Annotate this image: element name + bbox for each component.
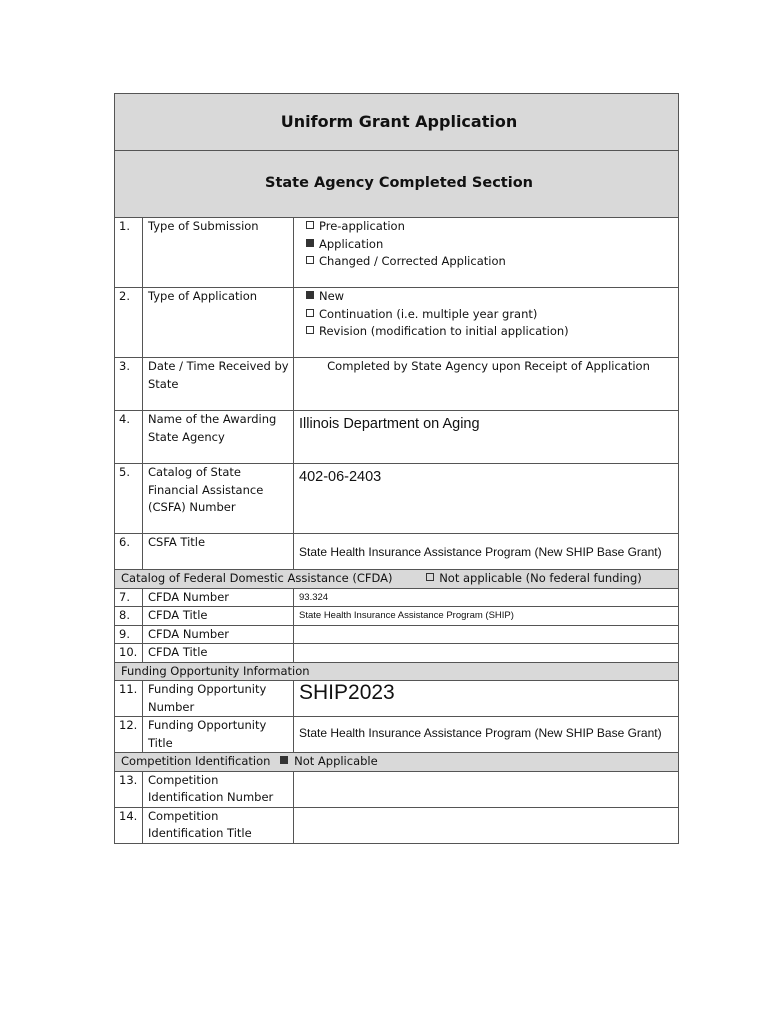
row-label: CSFA Title <box>143 534 294 570</box>
form-title-row <box>115 94 679 151</box>
row-cfda-title-1 <box>115 607 679 626</box>
row-label: CFDA Number <box>143 588 294 607</box>
row-cfda-title-2 <box>115 644 679 663</box>
submission-options <box>294 218 679 288</box>
row-funding-number <box>115 681 679 717</box>
cfda-band <box>115 570 679 589</box>
cfda-number-field[interactable]: 93.324 <box>294 588 679 607</box>
competition-not-applicable-label: Not Applicable <box>294 754 378 768</box>
row-competition-title <box>115 807 679 843</box>
checkbox-icon[interactable] <box>306 309 314 317</box>
row-cfda-number-1 <box>115 588 679 607</box>
checkbox-checked-icon[interactable] <box>306 239 314 247</box>
section-title: State Agency Completed Section <box>115 151 679 218</box>
row-number: 11. <box>115 681 143 717</box>
funding-band-label: Funding Opportunity Information <box>115 662 679 681</box>
row-number: 1. <box>115 218 143 288</box>
row-competition-number <box>115 771 679 807</box>
funding-opportunity-title-field[interactable]: State Health Insurance Assistance Program (New SHIP Base Grant) <box>294 717 679 753</box>
awarding-agency-field[interactable]: Illinois Department on Aging <box>294 411 679 464</box>
checkbox-icon[interactable] <box>306 221 314 229</box>
row-label: Catalog of State Financial Assistance (CSFA) Number <box>143 464 294 534</box>
row-label: Competition Identification Number <box>143 771 294 807</box>
checkbox-icon[interactable] <box>306 326 314 334</box>
row-label: Competition Identification Title <box>143 807 294 843</box>
row-label: Name of the Awarding State Agency <box>143 411 294 464</box>
option-revision[interactable]: Revision (modification to initial application) <box>306 323 678 341</box>
row-number: 14. <box>115 807 143 843</box>
checkbox-checked-icon[interactable] <box>306 291 314 299</box>
row-number: 13. <box>115 771 143 807</box>
row-label: CFDA Title <box>143 607 294 626</box>
form-title: Uniform Grant Application <box>115 94 679 151</box>
row-number: 2. <box>115 288 143 358</box>
row-label: Date / Time Received by State <box>143 358 294 411</box>
row-number: 12. <box>115 717 143 753</box>
row-csfa-number <box>115 464 679 534</box>
checkbox-checked-icon[interactable] <box>280 756 288 764</box>
competition-band <box>115 753 679 772</box>
row-date-time-received <box>115 358 679 411</box>
competition-number-field[interactable] <box>294 771 679 807</box>
row-number: 6. <box>115 534 143 570</box>
row-number: 3. <box>115 358 143 411</box>
funding-opportunity-number-field[interactable]: SHIP2023 <box>294 681 679 717</box>
csfa-number-field[interactable]: 402-06-2403 <box>294 464 679 534</box>
competition-title-field[interactable] <box>294 807 679 843</box>
row-number: 8. <box>115 607 143 626</box>
row-label: CFDA Title <box>143 644 294 663</box>
row-label: CFDA Number <box>143 625 294 644</box>
date-received-note: Completed by State Agency upon Receipt of Application <box>294 358 679 411</box>
csfa-title-field[interactable]: State Health Insurance Assistance Program (New SHIP Base Grant) <box>294 534 679 570</box>
row-number: 9. <box>115 625 143 644</box>
row-number: 5. <box>115 464 143 534</box>
option-application[interactable]: Application <box>306 236 678 254</box>
row-label: Funding Opportunity Title <box>143 717 294 753</box>
competition-band-label: Competition Identification <box>121 754 271 768</box>
row-number: 4. <box>115 411 143 464</box>
row-cfda-number-2 <box>115 625 679 644</box>
option-changed-corrected[interactable]: Changed / Corrected Application <box>306 253 678 271</box>
uniform-grant-application-form <box>114 93 679 844</box>
row-type-of-application <box>115 288 679 358</box>
row-funding-title <box>115 717 679 753</box>
funding-band <box>115 662 679 681</box>
row-awarding-agency <box>115 411 679 464</box>
option-continuation[interactable]: Continuation (i.e. multiple year grant) <box>306 306 678 324</box>
cfda-title-field[interactable]: State Health Insurance Assistance Program (SHIP) <box>294 607 679 626</box>
row-label: Funding Opportunity Number <box>143 681 294 717</box>
row-label: Type of Application <box>143 288 294 358</box>
checkbox-icon[interactable] <box>426 573 434 581</box>
cfda-number-field[interactable] <box>294 625 679 644</box>
row-number: 7. <box>115 588 143 607</box>
form-table <box>114 93 679 844</box>
option-new[interactable]: New <box>306 288 678 306</box>
cfda-band-label: Catalog of Federal Domestic Assistance (CFDA) <box>121 571 393 585</box>
row-number: 10. <box>115 644 143 663</box>
section-title-row <box>115 151 679 218</box>
row-type-of-submission <box>115 218 679 288</box>
row-label: Type of Submission <box>143 218 294 288</box>
cfda-not-applicable-option[interactable]: Not applicable (No federal funding) <box>426 570 642 588</box>
option-pre-application[interactable]: Pre-application <box>306 218 678 236</box>
checkbox-icon[interactable] <box>306 256 314 264</box>
application-options <box>294 288 679 358</box>
cfda-title-field[interactable] <box>294 644 679 663</box>
row-csfa-title <box>115 534 679 570</box>
